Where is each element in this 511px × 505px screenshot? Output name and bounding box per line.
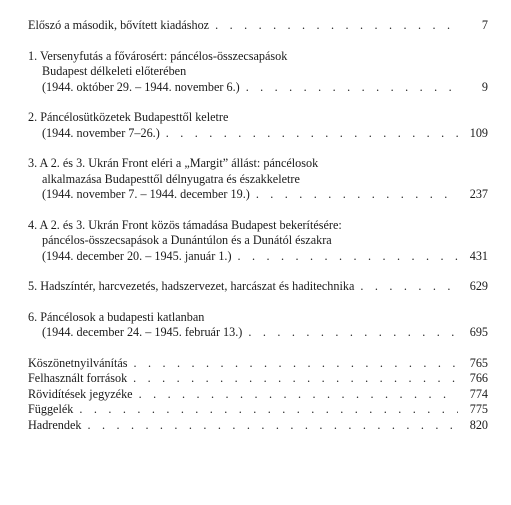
toc-page-number: 7 xyxy=(481,18,488,32)
toc-entry-order-of-battle[interactable] xyxy=(28,418,488,434)
chapter-dates: (1944. október 29. – 1944. november 6.) xyxy=(42,79,240,94)
dot-leader xyxy=(215,18,458,34)
dot-leader xyxy=(79,402,458,418)
dot-leader xyxy=(139,387,458,403)
toc-line xyxy=(28,356,488,372)
toc-entry-chapter-5[interactable] xyxy=(28,279,488,295)
toc-line xyxy=(28,325,488,341)
toc-page-number: 774 xyxy=(469,386,488,401)
dot-leader xyxy=(256,187,458,203)
toc-line xyxy=(28,418,488,434)
toc-line xyxy=(28,387,488,403)
chapter-title-cont: alkalmazása Budapesttől délnyugatra és északkeletre xyxy=(42,171,300,186)
toc-line xyxy=(28,279,488,295)
dot-leader xyxy=(238,249,458,265)
toc-page-number: 109 xyxy=(469,125,488,140)
chapter-title-cont: páncélos-összecsapások a Dunántúlon és a Dunától északra xyxy=(42,233,332,247)
chapter-dates: (1944. november 7. – 1944. december 19.) xyxy=(42,187,250,201)
toc-page-number: 766 xyxy=(469,371,488,385)
toc-entry-sources[interactable] xyxy=(28,371,488,387)
toc-line xyxy=(28,218,488,234)
toc-entry-chapter-4[interactable] xyxy=(28,218,488,265)
chapter-dates: (1944. november 7–26.) xyxy=(42,125,160,140)
dot-leader xyxy=(134,356,458,372)
toc-page-number: 431 xyxy=(469,248,488,263)
toc-line xyxy=(28,402,488,418)
toc-line xyxy=(28,233,488,249)
toc-page-number: 765 xyxy=(469,355,488,370)
toc-page-number: 629 xyxy=(469,279,488,293)
toc-line xyxy=(28,49,488,65)
toc-entry-chapter-6[interactable] xyxy=(28,310,488,341)
toc-entry-abbreviations[interactable] xyxy=(28,387,488,403)
toc-entry-title: Függelék xyxy=(28,402,74,416)
chapter-title: 3. A 2. és 3. Ukrán Front eléri a „Margit” állást: páncélosok xyxy=(28,156,319,170)
toc-line xyxy=(28,156,488,172)
toc-line xyxy=(28,310,488,326)
toc-entry-chapter-2[interactable] xyxy=(28,110,488,141)
toc-line xyxy=(28,371,488,387)
dot-leader xyxy=(133,371,458,387)
toc-entry-preface[interactable] xyxy=(28,18,488,34)
chapter-title: 5. Hadszíntér, harcvezetés, hadszervezet, harcászat és haditechnika xyxy=(28,279,355,293)
toc-page-number: 9 xyxy=(481,79,488,94)
toc-entry-title: Köszönetnyilvánítás xyxy=(28,355,128,370)
chapter-title: 6. Páncélosok a budapesti katlanban xyxy=(28,309,205,324)
chapter-title: 1. Versenyfutás a fővárosért: páncélos-összecsapások xyxy=(28,48,288,63)
toc-line xyxy=(28,18,488,34)
toc-line xyxy=(28,80,488,96)
toc-entry-acknowledgements[interactable] xyxy=(28,356,488,372)
toc-line xyxy=(28,64,488,80)
toc-entry-title: Hadrendek xyxy=(28,417,82,432)
toc-line xyxy=(28,187,488,203)
dot-leader xyxy=(360,279,458,295)
chapter-title-cont: Budapest délkeleti előterében xyxy=(42,64,187,78)
toc-page-number: 775 xyxy=(469,402,488,416)
chapter-dates: (1944. december 20. – 1945. január 1.) xyxy=(42,248,232,263)
toc-entry-chapter-3[interactable] xyxy=(28,156,488,203)
dot-leader xyxy=(166,126,458,142)
toc-line xyxy=(28,172,488,188)
table-of-contents xyxy=(28,18,488,433)
toc-line xyxy=(28,110,488,126)
toc-page-number: 820 xyxy=(469,417,488,432)
dot-leader xyxy=(248,325,458,341)
chapter-title: 2. Páncélosütközetek Budapesttől keletre xyxy=(28,110,229,124)
toc-entry-title: Felhasznált források xyxy=(28,371,128,385)
toc-page-number: 237 xyxy=(469,187,488,201)
toc-entry-chapter-1[interactable] xyxy=(28,49,488,96)
dot-leader xyxy=(246,80,458,96)
toc-entry-title: Rövidítések jegyzéke xyxy=(28,386,133,401)
toc-entry-appendix[interactable] xyxy=(28,402,488,418)
dot-leader xyxy=(87,418,458,434)
toc-line xyxy=(28,126,488,142)
chapter-title: 4. A 2. és 3. Ukrán Front közös támadása Budapest bekerítésére: xyxy=(28,217,342,232)
toc-page-number: 695 xyxy=(469,325,488,339)
toc-entry-title: Előszó a második, bővített kiadáshoz xyxy=(28,18,210,32)
chapter-dates: (1944. december 24. – 1945. február 13.) xyxy=(42,325,243,339)
toc-line xyxy=(28,249,488,265)
